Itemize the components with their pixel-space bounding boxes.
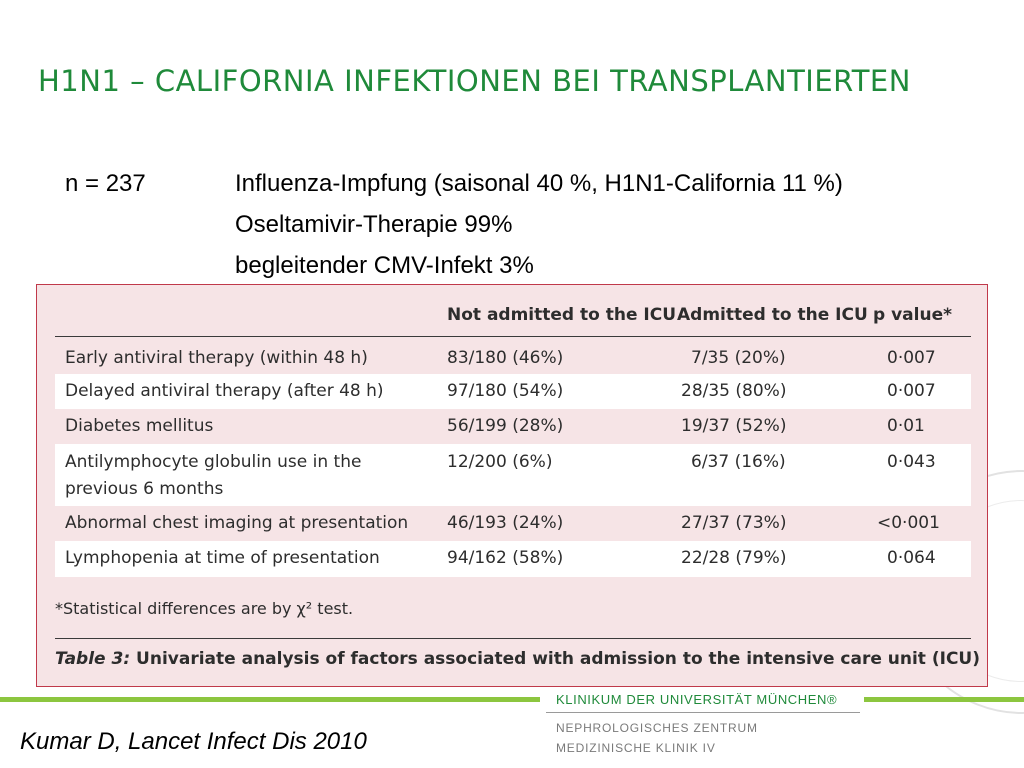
p-value: <0·001 <box>877 513 940 533</box>
admitted-value: 27/37 (73%) <box>681 513 787 533</box>
row-label: Lymphopenia at time of presentation <box>65 548 380 568</box>
footer-green-bar-left <box>0 697 540 702</box>
table-row <box>55 409 971 444</box>
klinikum-logo-text: KLINIKUM DER UNIVERSITÄT MÜNCHEN® <box>556 692 838 707</box>
footer-divider <box>546 712 860 713</box>
caption-divider <box>55 638 971 639</box>
row-label: Delayed antiviral therapy (after 48 h) <box>65 381 384 401</box>
header-not-admitted: Not admitted to the ICU <box>447 305 677 325</box>
table-row <box>55 343 971 374</box>
p-value: 0·064 <box>887 548 936 568</box>
sample-size-label: n = 237 <box>65 170 146 197</box>
not-admitted-value: 94/162 (58%) <box>447 548 564 568</box>
admitted-value: 6/37 (16%) <box>691 452 786 472</box>
table-figure <box>36 284 988 687</box>
not-admitted-value: 56/199 (28%) <box>447 416 564 436</box>
p-value: 0·043 <box>887 452 936 472</box>
caption-label: Table 3: <box>55 649 131 669</box>
table-row <box>55 541 971 577</box>
not-admitted-value: 46/193 (24%) <box>447 513 564 533</box>
table-row <box>55 444 971 506</box>
row-label: Antilymphocyte globulin use in the previous 6 months <box>65 452 362 499</box>
not-admitted-value: 12/200 (6%) <box>447 452 553 472</box>
bullet-oseltamivir: Oseltamivir-Therapie 99% <box>235 211 513 238</box>
department-line-2: MEDIZINISCHE KLINIK IV <box>556 741 716 755</box>
p-value: 0·01 <box>887 416 925 436</box>
table-row <box>55 374 971 409</box>
admitted-value: 28/35 (80%) <box>681 381 787 401</box>
table-caption <box>55 649 980 669</box>
admitted-value: 19/37 (52%) <box>681 416 787 436</box>
p-value: 0·007 <box>887 381 936 401</box>
citation: Kumar D, Lancet Infect Dis 2010 <box>20 728 367 755</box>
row-label: Diabetes mellitus <box>65 416 214 436</box>
footer-green-bar-right <box>864 697 1024 702</box>
bullet-cmv: begleitender CMV-Infekt 3% <box>235 252 534 279</box>
department-line-1: NEPHROLOGISCHES ZENTRUM <box>556 721 758 735</box>
header-p-value: p value* <box>873 305 952 325</box>
table-footnote: *Statistical differences are by χ² test. <box>55 599 354 618</box>
bullet-vaccination: Influenza-Impfung (saisonal 40 %, H1N1-California 11 %) <box>235 170 843 197</box>
department-label <box>556 718 758 758</box>
admitted-value: 7/35 (20%) <box>691 348 786 368</box>
not-admitted-value: 83/180 (46%) <box>447 348 564 368</box>
table-row <box>55 506 971 541</box>
row-label: Abnormal chest imaging at presentation <box>65 513 409 533</box>
slide-title: H1N1 – CALIFORNIA INFEKTIONEN BEI TRANSPLANTIERTEN <box>38 64 911 98</box>
admitted-value: 22/28 (79%) <box>681 548 787 568</box>
caption-text: Univariate analysis of factors associated with admission to the intensive care unit (ICU) <box>136 649 980 669</box>
not-admitted-value: 97/180 (54%) <box>447 381 564 401</box>
row-label: Early antiviral therapy (within 48 h) <box>65 348 368 368</box>
header-admitted: Admitted to the ICU <box>677 305 868 325</box>
p-value: 0·007 <box>887 348 936 368</box>
header-divider <box>55 336 971 337</box>
